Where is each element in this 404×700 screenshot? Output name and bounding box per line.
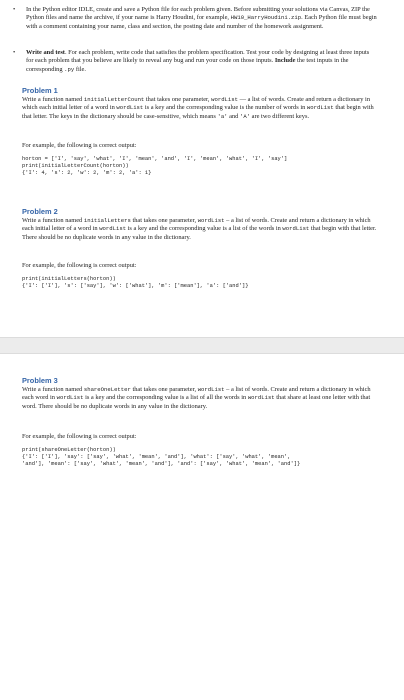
p3-param-name: wordList — [197, 386, 225, 393]
bullet-2-extension: .py — [64, 65, 75, 73]
p3-function-name: shareOneLetter — [83, 386, 131, 393]
problem-3-description — [22, 386, 380, 411]
p1-param-name: wordList — [211, 96, 238, 103]
p3-param-name: wordList — [247, 394, 275, 402]
p1-text: and — [227, 112, 240, 120]
problem-1-example-intro: For example, the following is correct output: — [22, 142, 137, 149]
p1-text: is a key and the corresponding value is the number of words in — [143, 104, 307, 112]
p2-text: that begin with that letter. There should be no duplicate words in any value in the dictionary. — [22, 225, 377, 241]
bullet-2-bold-include: Include — [274, 57, 296, 65]
p1-text: — a list of words. Create and return a dictionary in which each initial letter of a word in — [22, 96, 371, 112]
p2-function-name: initialLetters — [83, 217, 131, 224]
p2-text: is a key and the corresponding value is a list of the words in — [126, 225, 283, 233]
problem-3-example-intro: For example, the following is correct output: — [22, 433, 137, 440]
bullet-1-filename: HW10_HarryHoudini.zip — [230, 14, 302, 22]
p3-text: – a list of words. Create and return a dictionary in which each word in — [22, 386, 371, 402]
p3-text: Write a function named — [22, 386, 84, 393]
document-page-1 — [0, 0, 404, 337]
bullet-2-text-a: . For each problem, write code that satisfies the problem specification. Test your code by designing at least three inputs for each problem that you believe are likely to reveal any bug and run your code on those inputs. — [26, 49, 370, 65]
bullet-2-text-c: file. — [74, 65, 86, 73]
p1-text: that begin with that letter. The keys in the dictionary should be case-sensitive, which means — [22, 104, 374, 120]
p3-text: that share at least one letter with that word. There should be no duplicate words in any value in the dictionary. — [22, 394, 371, 410]
bullet-1-text-b: . Each Python file must begin with a comment containing your name, class and section, the posting date and number of the homework assignment. — [26, 14, 377, 30]
instruction-bullet-2 — [13, 49, 378, 74]
problem-1-heading: Problem 1 — [22, 86, 58, 95]
page-separator — [0, 337, 404, 354]
p1-text: that takes one parameter, — [144, 96, 212, 103]
problem-1-description — [22, 96, 380, 121]
p2-text: – a list of words. Create and return a dictionary in which each initial letter of a word in — [22, 217, 371, 233]
p1-key-example: 'a' — [217, 112, 228, 120]
p1-param-name: wordList — [116, 104, 144, 112]
p3-param-name: wordList — [56, 394, 84, 402]
problem-3-heading: Problem 3 — [22, 376, 58, 385]
bullet-2-text-b: the test inputs in the corresponding — [26, 57, 349, 73]
problem-2-description — [22, 217, 380, 242]
p3-text: is a key and the corresponding value is a list of all the words in — [83, 394, 248, 402]
p3-text: that takes one parameter, — [130, 386, 198, 393]
p1-param-name: wordList — [306, 104, 334, 112]
p2-param-name: wordList — [197, 217, 225, 224]
p1-function-name: initialLetterCount — [83, 96, 145, 103]
problem-3-code-example: print(shareOneLetter(horton)) {'I': ['I'], 'say': ['say', 'what', 'mean', 'and'], 'what': ['say', 'what', 'mean', 'and'], 'mean': ['say', 'what', 'mean', 'and'], 'and': ['say', 'what', 'mean', 'and']} — [22, 447, 301, 468]
bullet-icon: • — [13, 6, 16, 13]
p2-param-name: wordList — [99, 225, 127, 233]
p2-text: that takes one parameter, — [130, 217, 198, 224]
p2-param-name: wordList — [282, 225, 310, 233]
problem-1-code-example: horton = ['I', 'say', 'what', 'I', 'mean', 'and', 'I', 'mean', 'what', 'I', 'say'] print(initialLetterCount(horton)) {'I': 4, 's': 2, 'w': 2, 'm': 2, 'a': 1} — [22, 156, 288, 177]
p2-text: Write a function named — [22, 217, 84, 224]
problem-2-example-intro: For example, the following is correct output: — [22, 262, 137, 269]
problem-2-code-example: print(initialLetters(horton)) {'I': ['I'], 's': ['say'], 'w': ['what'], 'm': ['mean'], 'a': ['and']} — [22, 276, 249, 290]
bullet-icon: • — [13, 49, 16, 56]
p1-text: Write a function named — [22, 96, 84, 103]
bullet-1-text-a: In the Python editor IDLE, create and save a Python file for each problem given. Before submitting your solutions via Canvas, ZIP the Python files and name the archive, if your name is Harry Houdini, for example, — [26, 6, 370, 22]
instruction-bullet-1 — [13, 6, 378, 31]
p1-key-example: 'A' — [239, 112, 251, 120]
document-page-2 — [0, 354, 404, 700]
p1-text: are two different keys. — [250, 112, 310, 120]
problem-2-heading: Problem 2 — [22, 207, 58, 216]
bullet-2-bold: Write and test — [26, 49, 65, 56]
